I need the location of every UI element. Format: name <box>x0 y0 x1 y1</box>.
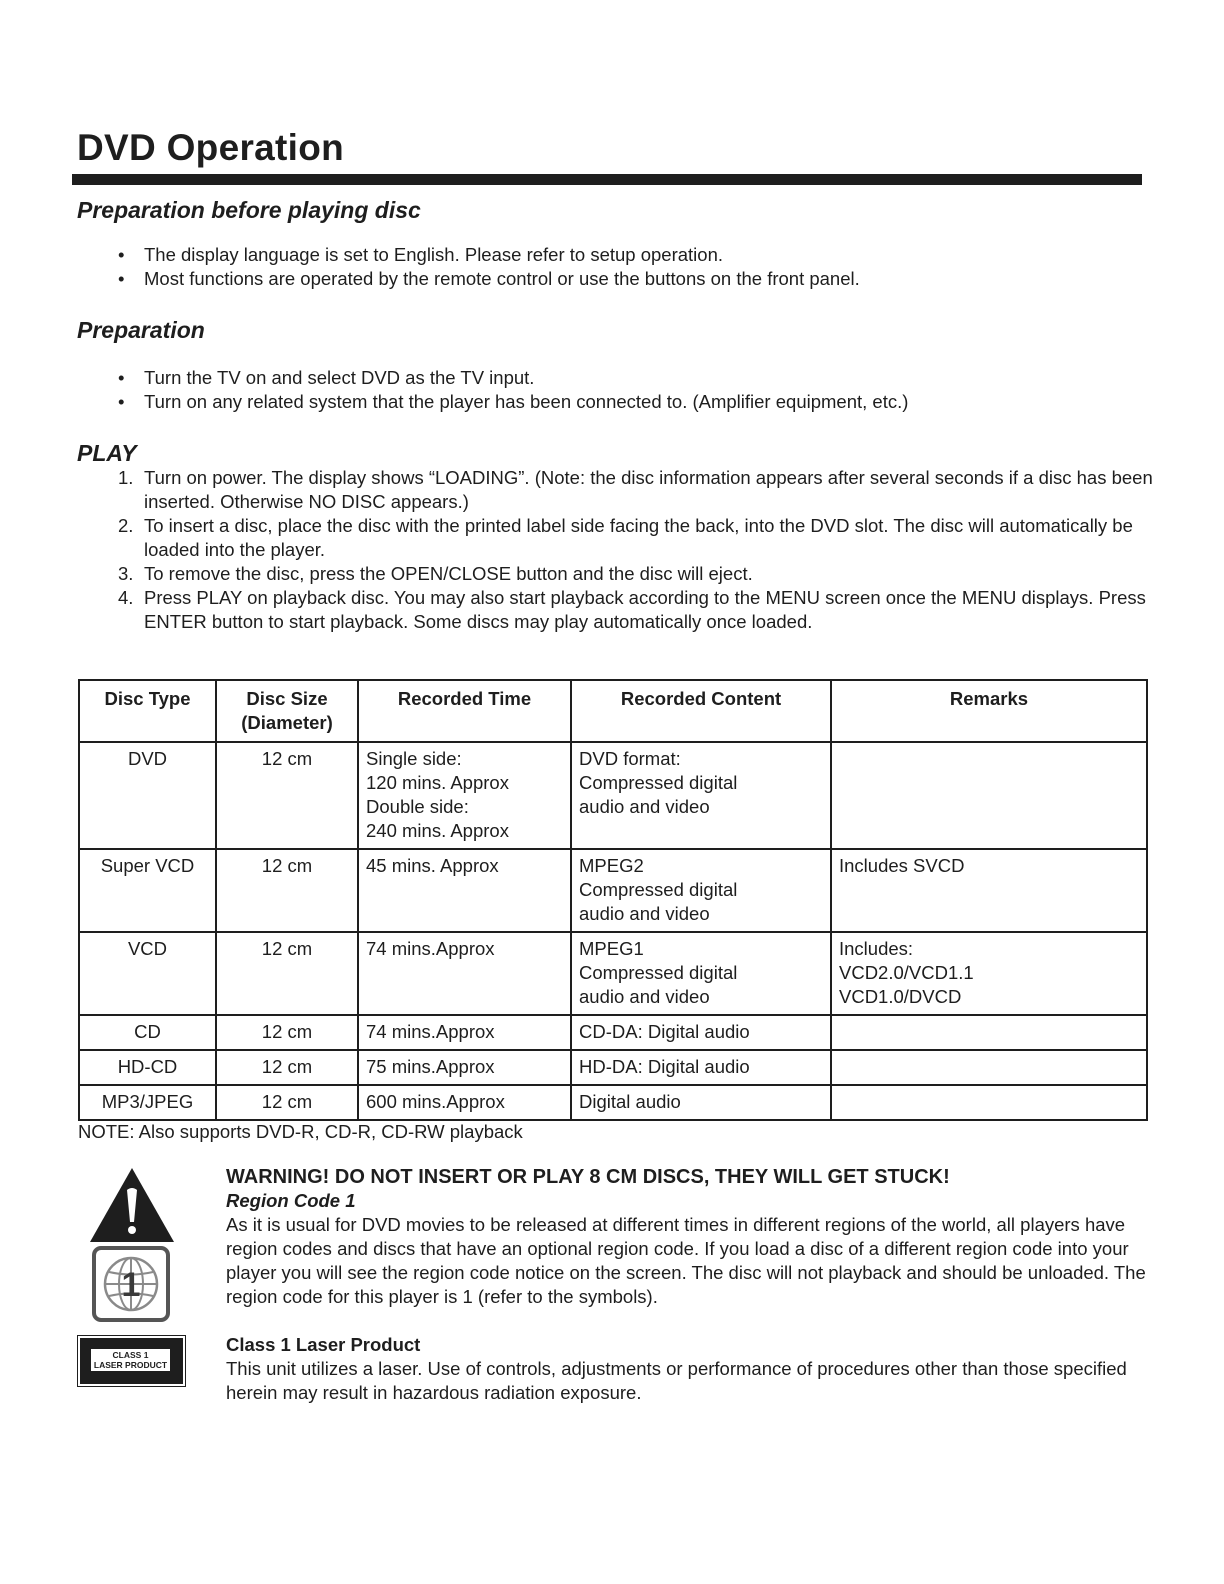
laser-product-text: This unit utilizes a laser. Use of controls, adjustments or performance of procedures other than those specified herein may result in hazardous radiation exposure. <box>226 1358 1127 1403</box>
header-remarks: Remarks <box>831 680 1147 742</box>
region-code-heading: Region Code 1 <box>226 1190 356 1211</box>
cell-disc-size: 12 cm <box>216 1085 358 1120</box>
laser-product-heading: Class 1 Laser Product <box>226 1334 421 1355</box>
list-item: • The display language is set to English. Please refer to setup operation. <box>118 243 860 267</box>
cell-recorded-content <box>571 849 831 932</box>
region-number: 1 <box>121 1266 141 1304</box>
cell-disc-type: HD-CD <box>79 1050 216 1085</box>
header-disc-size-line1: Disc Size <box>246 688 328 709</box>
cell-line: audio and video <box>579 986 710 1007</box>
cell-recorded-content <box>571 1050 831 1085</box>
cell-line: MPEG1 <box>579 938 644 959</box>
cell-disc-size: 12 cm <box>216 1050 358 1085</box>
cell-recorded-time <box>358 849 571 932</box>
cell-line: HD-DA: Digital audio <box>579 1056 750 1077</box>
cell-recorded-time <box>358 1050 571 1085</box>
step-item <box>118 586 1168 634</box>
table-row <box>79 1085 1147 1120</box>
header-recorded-content: Recorded Content <box>571 680 831 742</box>
laser-label-text <box>91 1349 170 1371</box>
cell-disc-type: Super VCD <box>79 849 216 932</box>
table-header-row <box>79 680 1147 742</box>
cell-disc-type: DVD <box>79 742 216 849</box>
header-disc-size-line2: (Diameter) <box>241 712 333 733</box>
preparation-list <box>118 366 908 414</box>
cell-remarks <box>831 932 1147 1015</box>
heading-prep-before: Preparation before playing disc <box>77 197 421 223</box>
heading-play: PLAY <box>77 440 137 466</box>
laser-label-line1: CLASS 1 <box>112 1350 149 1360</box>
cell-recorded-content <box>571 742 831 849</box>
cell-line: 600 mins.Approx <box>366 1091 505 1112</box>
cell-disc-size: 12 cm <box>216 932 358 1015</box>
cell-recorded-time <box>358 742 571 849</box>
cell-recorded-content <box>571 1015 831 1050</box>
table-row <box>79 849 1147 932</box>
step-number: 3. <box>118 563 134 584</box>
step-text: Press PLAY on playback disc. You may also start playback according to the MENU screen once the MENU displays. Press ENTER button to start playback. Some discs may play automatically once loaded. <box>144 587 1146 632</box>
cell-remarks <box>831 849 1147 932</box>
table-row <box>79 1050 1147 1085</box>
play-steps <box>118 466 1168 634</box>
cell-remarks <box>831 1085 1147 1120</box>
cell-line: 120 mins. Approx <box>366 772 509 793</box>
cell-recorded-time <box>358 932 571 1015</box>
list-item: • Turn the TV on and select DVD as the TV input. <box>118 366 908 390</box>
step-number: 2. <box>118 515 134 536</box>
cell-line: Compressed digital <box>579 772 738 793</box>
cell-remarks <box>831 1015 1147 1050</box>
cell-disc-type: CD <box>79 1015 216 1050</box>
table-row <box>79 742 1147 849</box>
laser-label-line2: LASER PRODUCT <box>93 1360 168 1370</box>
table-row <box>79 932 1147 1015</box>
disc-type-table <box>78 679 1148 1121</box>
heading-preparation: Preparation <box>77 317 205 343</box>
note-text: NOTE: Also supports DVD-R, CD-R, CD-RW playback <box>78 1121 523 1142</box>
cell-remarks <box>831 1050 1147 1085</box>
cell-line: 74 mins.Approx <box>366 938 495 959</box>
step-item <box>118 466 1168 514</box>
list-item: • Turn on any related system that the player has been connected to. (Amplifier equipment, etc.) <box>118 390 908 414</box>
region-code-text: As it is usual for DVD movies to be released at different times in different regions of the world, all players have region codes and discs that have an optional region code. If you load a disc of a different region code into your player you will see the region code notice on the screen. The disc will not playback and should be unloaded. The region code for this player is 1 (refer to the symbols). <box>226 1214 1146 1307</box>
cell-line: audio and video <box>579 903 710 924</box>
cell-line: DVD format: <box>579 748 681 769</box>
title-rule <box>72 174 1142 185</box>
cell-recorded-time <box>358 1085 571 1120</box>
step-item <box>118 514 1168 562</box>
cell-line: Includes SVCD <box>839 855 965 876</box>
cell-line: Includes: <box>839 938 914 959</box>
cell-line: MPEG2 <box>579 855 644 876</box>
cell-disc-size: 12 cm <box>216 849 358 932</box>
cell-line: Compressed digital <box>579 962 738 983</box>
warning-title: WARNING! DO NOT INSERT OR PLAY 8 CM DISCS, THEY WILL GET STUCK! <box>226 1166 950 1188</box>
cell-line: audio and video <box>579 796 710 817</box>
cell-line: VCD1.0/DVCD <box>839 986 962 1007</box>
step-item <box>118 562 1168 586</box>
cell-line: 240 mins. Approx <box>366 820 509 841</box>
step-text: Turn on power. The display shows “LOADING”. (Note: the disc information appears after several seconds if a disc has been inserted. Otherwise NO DISC appears.) <box>144 467 1153 512</box>
cell-line: Double side: <box>366 796 469 817</box>
class-1-laser-label-icon <box>77 1335 186 1387</box>
cell-recorded-content <box>571 1085 831 1120</box>
step-text: To remove the disc, press the OPEN/CLOSE button and the disc will eject. <box>144 563 753 584</box>
header-disc-type: Disc Type <box>79 680 216 742</box>
cell-disc-size: 12 cm <box>216 1015 358 1050</box>
step-number: 1. <box>118 467 134 488</box>
cell-remarks <box>831 742 1147 849</box>
table-row <box>79 1015 1147 1050</box>
cell-disc-type: MP3/JPEG <box>79 1085 216 1120</box>
cell-line: Compressed digital <box>579 879 738 900</box>
cell-disc-type: VCD <box>79 932 216 1015</box>
cell-line: VCD2.0/VCD1.1 <box>839 962 974 983</box>
cell-recorded-content <box>571 932 831 1015</box>
cell-line: Digital audio <box>579 1091 681 1112</box>
warning-triangle-icon <box>88 1166 176 1244</box>
cell-line: 74 mins.Approx <box>366 1021 495 1042</box>
cell-line: 45 mins. Approx <box>366 855 499 876</box>
cell-line: CD-DA: Digital audio <box>579 1021 750 1042</box>
header-disc-size <box>216 680 358 742</box>
step-number: 4. <box>118 587 134 608</box>
page-title: DVD Operation <box>77 127 345 168</box>
cell-line: Single side: <box>366 748 462 769</box>
prep-before-list <box>118 243 860 291</box>
warning-block <box>226 1165 1166 1405</box>
cell-disc-size: 12 cm <box>216 742 358 849</box>
region-1-globe-icon <box>92 1246 170 1322</box>
list-item: • Most functions are operated by the remote control or use the buttons on the front panel. <box>118 267 860 291</box>
cell-recorded-time <box>358 1015 571 1050</box>
cell-line: 75 mins.Approx <box>366 1056 495 1077</box>
step-text: To insert a disc, place the disc with the printed label side facing the back, into the DVD slot. The disc will automatically be loaded into the player. <box>144 515 1133 560</box>
header-recorded-time: Recorded Time <box>358 680 571 742</box>
